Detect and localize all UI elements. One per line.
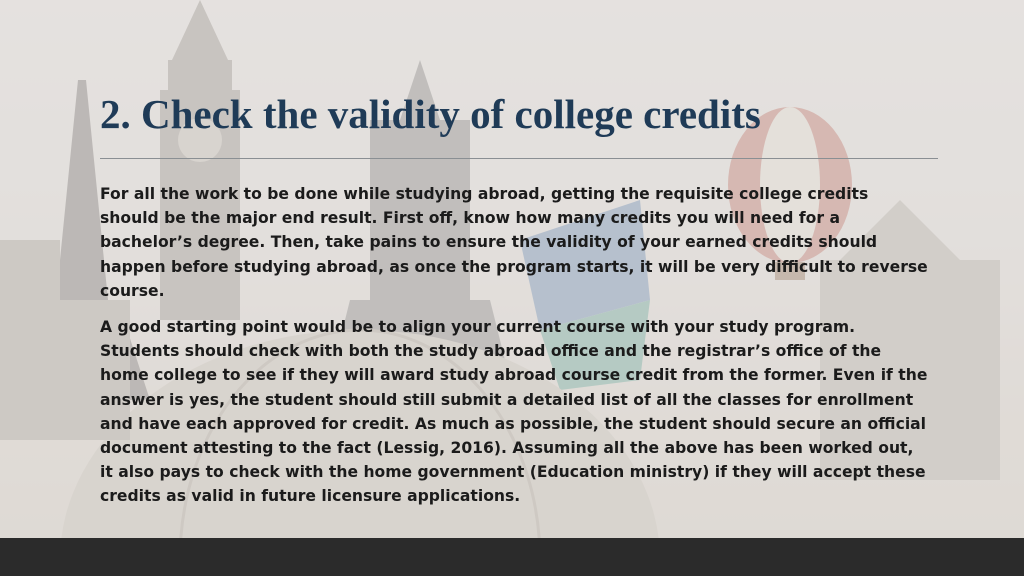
slide-body [100, 182, 930, 509]
body-paragraph-2: A good starting point would be to align your current course with your study program. Students should check with both the study abroad office and the registrar’s office of the home college to see if they will award study abroad course credit from the former. Even if the answer is yes, the student should still submit a detailed list of all the classes for enrollment and have each approved for credit. As much as possible, the student should secure an official document attesting to the fact (Lessig, 2016). Assuming all the above has been worked out, it also pays to check with the home government (Education ministry) if they will accept these credits as valid in future licensure applications. [100, 318, 928, 506]
slide-title: 2. Check the validity of college credits [100, 91, 761, 137]
title-divider [100, 158, 938, 159]
bottom-bar [0, 538, 1024, 576]
body-paragraph-1: For all the work to be done while studying abroad, getting the requisite college credits should be the major end result. First off, know how many credits you will need for a bachelor’s degree. Then, take pains to ensure the validity of your earned credits should happen before studying abroad, as once the program starts, it will be very difficult to reverse course. [100, 185, 928, 300]
